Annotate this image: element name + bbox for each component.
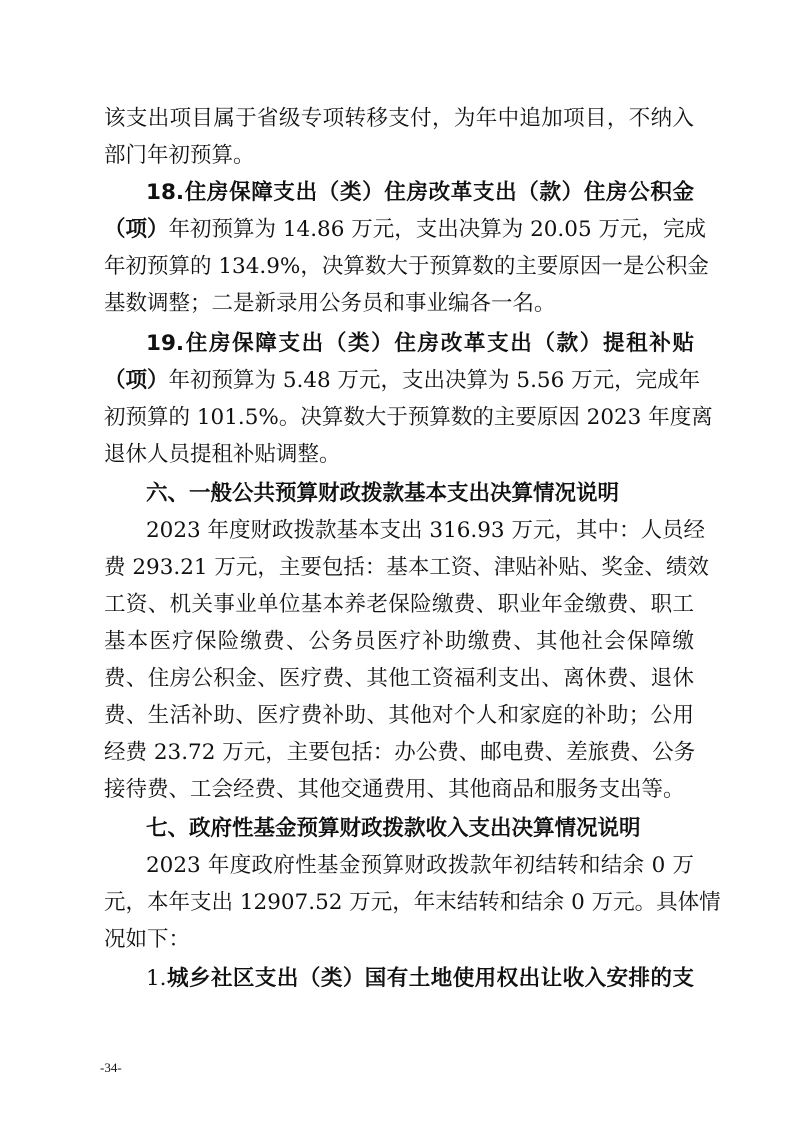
item-18-line: [104, 211, 706, 248]
item-19-text: 年初预算为 5.48 万元，支出决算为 5.56 万元，完成年: [168, 368, 701, 393]
paragraph-line: 该支出项目属于省级专项转移支付，为年中追加项目，不纳入: [104, 106, 694, 131]
item-18-line: 年初预算的 134.9%，决算数大于预算数的主要原因一是公积金: [104, 254, 709, 279]
section-7-line: 元，本年支出 12907.52 万元，年末结转和结余 0 万元。具体情: [104, 890, 721, 915]
section-7-line: 2023 年度政府性基金预算财政拨款年初结转和结余 0 万: [146, 853, 694, 878]
section-6-line: 费、住房公积金、医疗费、其他工资福利支出、离休费、退休: [104, 666, 694, 691]
item-19-line: [104, 362, 701, 399]
item-1-title: 城乡社区支出（类）国有土地使用权出让收入安排的支: [166, 966, 694, 991]
section-7-heading: 七、政府性基金预算财政拨款收入支出决算情况说明: [146, 816, 641, 841]
section-6-line: 接待费、工会经费、其他交通费用、其他商品和服务支出等。: [104, 777, 685, 802]
item-18-line: 基数调整；二是新录用公务员和事业编各一名。: [104, 291, 556, 316]
section-6-line: 2023 年度财政拨款基本支出 316.93 万元，其中：人员经: [146, 518, 705, 543]
item-19-title-cont: （项）: [104, 368, 169, 393]
section-7-line: 况如下：: [104, 927, 191, 952]
item-1-number: 1.: [146, 966, 167, 991]
section-6-line: 费 293.21 万元，主要包括：基本工资、津贴补贴、奖金、绩效: [104, 555, 709, 580]
page-number: -34-: [100, 1060, 122, 1075]
section-6-line: 费、生活补助、医疗费补助、其他对个人和家庭的补助；公用: [104, 703, 694, 728]
paragraph-line: 部门年初预算。: [104, 143, 255, 168]
item-18-title: 18.住房保障支出（类）住房改革支出（款）住房公积金: [146, 180, 694, 205]
section-6-line: 经费 23.72 万元，主要包括：办公费、邮电费、差旅费、公务: [104, 740, 696, 765]
item-19-title: 19.住房保障支出（类）住房改革支出（款）提租补贴: [146, 331, 694, 356]
item-19-line: 退休人员提租补贴调整。: [104, 442, 341, 467]
section-6-line: 基本医疗保险缴费、公务员医疗补助缴费、其他社会保障缴: [104, 629, 694, 654]
section-6-heading: 六、一般公共预算财政拨款基本支出决算情况说明: [146, 481, 620, 506]
item-18-text: 年初预算为 14.86 万元，支出决算为 20.05 万元，完成: [168, 217, 706, 242]
item-18-title-cont: （项）: [104, 217, 169, 242]
section-7-item-1: [146, 960, 694, 997]
section-6-line: 工资、机关事业单位基本养老保险缴费、职业年金缴费、职工: [104, 592, 694, 617]
item-19-line: 初预算的 101.5%。决算数大于预算数的主要原因 2023 年度离: [104, 405, 713, 430]
